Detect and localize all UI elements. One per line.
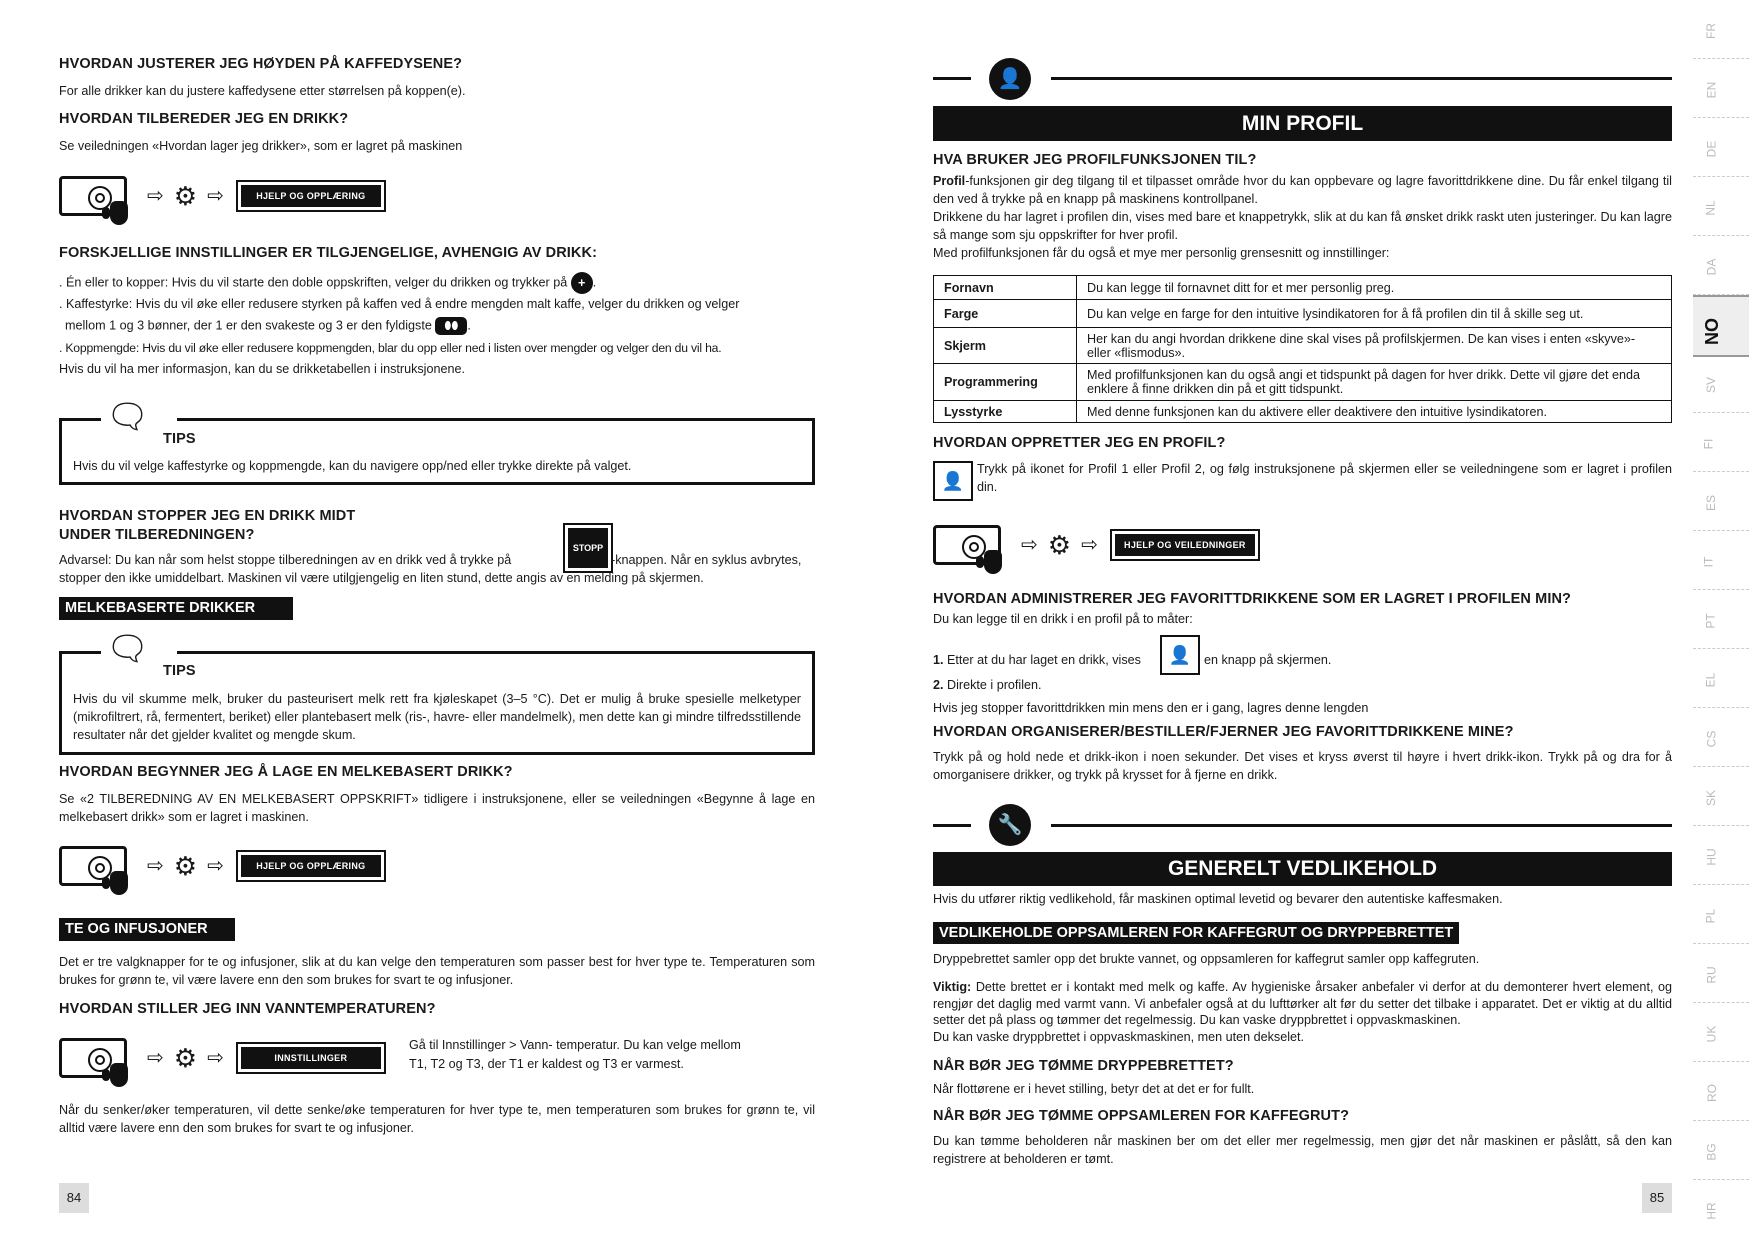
drip-tray-band: VEDLIKEHOLDE OPPSAMLEREN FOR KAFFEGRUT OG DRYPPEBRETTET — [933, 922, 1459, 944]
temperature-side-text: Gå til Innstillinger > Vann- temperatur. Du kan velge mellom T1, T2 og T3, der T1 er kaldest og T3 er varmest. — [409, 1038, 741, 1071]
coffee-beans-icon: ⬮⬮ — [435, 317, 467, 335]
q2-title: HVORDAN TILBEREDER JEG EN DRIKK? — [59, 111, 349, 127]
gear-icon: ⚙ — [173, 851, 198, 881]
lang-tab-bg[interactable]: BG — [1693, 1121, 1749, 1180]
tips-text-2: Hvis du vil skumme melk, bruker du pasteurisert melk rett fra kjøleskapet (3–5 °C). Det er mulig å bruke spesielle melketyper (mikrofiltrert, rå, fermentert, beriket) eller plantebasert melk (ris-, havre- eller mandelmelk), men dette kan gi mindre tilfredsstillende resultater når det gjelder kvalitet og mengde skum. — [73, 692, 801, 742]
profile-icon: 👤 — [933, 461, 973, 501]
table-row: Programmering Med profilfunksjonen kan du også angi et tidspunkt på dagen for hver drikk. Dette vil gjøre det enda enklere å finne drikken din på et gitt tidspunkt. — [934, 364, 1672, 401]
arrow-right-icon: ⇨ — [147, 1047, 164, 1069]
profile-q4-text: Trykk på og hold nede et drikk-ikon i noen sekunder. Det vises et kryss øverst til høyre i hvert drikk-ikon. Trykk på og dra for å omorganisere drikker, og trykk på krysset for å fjerne en drikk. — [933, 750, 1672, 782]
lang-tab-hu[interactable]: HU — [1693, 826, 1749, 885]
profile-band: MIN PROFIL — [933, 106, 1672, 141]
stop-text-1b: -knappen. Når en syklus avbrytes, — [611, 553, 802, 567]
profile-q3-item2: 2. Direkte i profilen. — [933, 678, 1042, 692]
lang-tab-sv[interactable]: SV — [1693, 354, 1749, 413]
lang-tab-de[interactable]: DE — [1693, 118, 1749, 177]
lang-tab-sk[interactable]: SK — [1693, 767, 1749, 826]
tea-text: Det er tre valgknapper for te og infusjoner, slik at du kan velge den temperaturen som passer best for hver type te. Temperaturen som brukes for grønn te, vil være lavere enn den som brukes for svart te og infusjoner. — [59, 955, 815, 987]
help-flow-1 — [59, 176, 382, 216]
settings-flow — [59, 1038, 382, 1078]
drip-tray-text: Dryppebrettet samler opp det brukte vannet, og oppsamleren for kaffegrut samler opp kaffegruten. — [933, 952, 1480, 966]
lang-tab-cs[interactable]: CS — [1693, 708, 1749, 767]
tips-text-1: Hvis du vil velge kaffestyrke og koppmengde, kan du navigere opp/ned eller trykke direkte på valget. — [73, 459, 632, 473]
table-row: Skjerm Her kan du angi hvordan drikkene dine skal vises på profilskjermen. De kan vises i enten «skyve»- eller «flismodus». — [934, 328, 1672, 364]
help-button[interactable]: HJELP OG OPPLÆRING — [240, 184, 382, 208]
milk-section-band: MELKEBASERTE DRIKKER — [59, 597, 293, 620]
milk-question-text: Se «2 TILBEREDNING AV EN MELKEBASERT OPPSKRIFT» tidligere i instruksjonene, eller se veiledningen «Begynne å lage en melkebasert drikk» som er lagret i maskinen. — [59, 792, 815, 824]
help-button[interactable]: HJELP OG OPPLÆRING — [240, 854, 382, 878]
lang-tab-da[interactable]: DA — [1693, 236, 1749, 295]
lang-tab-fi[interactable]: FI — [1693, 413, 1749, 472]
profile-icon-button[interactable] — [933, 461, 973, 501]
important-text: Viktig: Dette brettet er i kontakt med melk og kaffe. Av hygieniske årsaker anbefaler vi derfor at du demonterer hvert element, og rengjør det daglig med varmt vann. Vi anbefaler også at du lufttørker alt før du setter det tilbake i apparatet. Det er viktig at du alltid setter det på plass og tømmer det regelmessig. Du kan vaske dryppbrettet i oppvaskmaskinen. Du kan vaske dryppbrettet i oppvaskmaskinen, men uten dekselet. — [933, 980, 1673, 1044]
profile-q3-item1b: en knapp på skjermen. — [1204, 653, 1332, 667]
empty-drip-text: Når flottørene er i hevet stilling, betyr det at det er for fullt. — [933, 1082, 1255, 1096]
stop-title: HVORDAN STOPPER JEG EN DRIKK MIDT UNDER TILBEREDNINGEN? — [59, 508, 356, 543]
page-number-right: 85 — [1642, 1183, 1672, 1213]
page-number-left: 84 — [59, 1183, 89, 1213]
empty-grounds-title: NÅR BØR JEG TØMME OPPSAMLEREN FOR KAFFEGRUT? — [933, 1108, 1350, 1124]
lang-tab-fr[interactable]: FR — [1693, 0, 1749, 59]
profile-settings-table — [933, 275, 1672, 423]
gear-icon: ⚙ — [1047, 530, 1072, 560]
temperature-text: Når du senker/øker temperaturen, vil dette senke/øke temperaturen for hver type te, men temperaturen som brukes for grønn te, vil alltid være lavere enn den som brukes for svart te og infusjoner. — [59, 1103, 815, 1135]
profile-q3-text: Du kan legge til en drikk i en profil på to måter: — [933, 612, 1193, 626]
touch-screen-icon — [59, 176, 127, 216]
lang-tab-el[interactable]: EL — [1693, 649, 1749, 708]
stop-button[interactable]: STOPP — [567, 527, 609, 569]
bullet-cup-volume: . Koppmengde: Hvis du vil øke eller redusere koppmengden, blar du opp eller ned i listen over mengder og velger den du vil ha. — [59, 341, 722, 355]
bullet-one-two-cups: . Én eller to kopper: Hvis du vil starte den doble oppskriften, velger du drikken og trykker på + . — [59, 272, 815, 294]
q1-text: For alle drikker kan du justere kaffedysene etter størrelsen på koppen(e). — [59, 84, 466, 98]
profile-q2-text: Trykk på ikonet for Profil 1 eller Profil 2, og følg instruksjonene på skjermen eller se veiledningene som er lagret i profilen din. — [977, 462, 1672, 494]
tips-label-2: TIPS — [163, 663, 196, 679]
arrow-right-icon: ⇨ — [1081, 534, 1098, 556]
tips-label-1: TIPS — [163, 431, 196, 447]
lang-tab-ro[interactable]: RO — [1693, 1062, 1749, 1121]
table-row: Fornavn Du kan legge til fornavnet ditt for et mer personlig preg. — [934, 276, 1672, 300]
language-sidebar — [1693, 0, 1749, 1241]
profile-q1-text: Profil-funksjonen gir deg tilgang til et tilpasset område hvor du kan oppbevare og lagre favorittdrikkene dine. Du får enkel tilgang til den ved å trykke på en knapp på maskinens kontrollpanel. Drikkene du har lagret i profilen din, vises med bare et knappetrykk, slik at du kan få ønsket drikk raskt uten justeringer. Du kan lagre så mange som sju oppskrifter for hver profil. Med profilfunksjonen får du også et mye mer personlig grensesnitt og innstillinger: — [933, 174, 1672, 260]
profile-q1-title: HVA BRUKER JEG PROFILFUNKSJONEN TIL? — [933, 152, 1257, 168]
touch-screen-icon — [59, 846, 127, 886]
lang-tab-pl[interactable]: PL — [1693, 885, 1749, 944]
plus-icon: + — [571, 272, 593, 294]
bullet-strength-a: . Kaffestyrke: Hvis du vil øke eller redusere styrken på kaffen ved å endre mengden malt kaffe, velger du drikken og velger — [59, 297, 740, 311]
profile-q3-title: HVORDAN ADMINISTRERER JEG FAVORITTDRIKKENE SOM ER LAGRET I PROFILEN MIN? — [933, 591, 1571, 607]
gear-icon: ⚙ — [173, 1043, 198, 1073]
touch-screen-icon — [59, 1038, 127, 1078]
add-to-profile-button[interactable] — [1160, 635, 1200, 675]
maintenance-band: GENERELT VEDLIKEHOLD — [933, 852, 1672, 886]
bullet-strength-b: mellom 1 og 3 bønner, der 1 er den svakeste og 3 er den fyldigste ⬮⬮ . — [65, 317, 471, 335]
arrow-right-icon: ⇨ — [207, 855, 224, 877]
add-profile-icon: 👤 — [1160, 635, 1200, 675]
stop-text-1a: Advarsel: Du kan når som helst stoppe tilberedningen av en drikk ved å trykke på — [59, 553, 512, 567]
lang-tab-nl[interactable]: NL — [1693, 177, 1749, 236]
touch-screen-icon — [933, 525, 1001, 565]
lang-tab-pt[interactable]: PT — [1693, 590, 1749, 649]
lang-tab-it[interactable]: IT — [1693, 531, 1749, 590]
help-guides-button[interactable]: HJELP OG VEILEDNINGER — [1114, 533, 1256, 557]
lang-tab-en[interactable]: EN — [1693, 59, 1749, 118]
stop-text-2: stopper den ikke umiddelbart. Maskinen vil være utilgjengelig en liten stund, dette angis av en melding på skjermen. — [59, 571, 704, 585]
arrow-right-icon: ⇨ — [1021, 534, 1038, 556]
milk-question-title: HVORDAN BEGYNNER JEG Å LAGE EN MELKEBASERT DRIKK? — [59, 764, 513, 780]
profile-q3-item1: 1. Etter at du har laget en drikk, vises — [933, 653, 1141, 667]
speech-bubble-icon: 🗨 — [106, 630, 150, 668]
q2-text: Se veiledningen «Hvordan lager jeg drikker», som er lagret på maskinen — [59, 139, 463, 153]
tea-section-band: TE OG INFUSJONER — [59, 918, 235, 941]
help-flow-3 — [933, 525, 1256, 565]
arrow-right-icon: ⇨ — [207, 1047, 224, 1069]
lang-tab-uk[interactable]: UK — [1693, 1003, 1749, 1062]
lang-tab-es[interactable]: ES — [1693, 472, 1749, 531]
table-row: Lysstyrke Med denne funksjonen kan du aktivere eller deaktivere den intuitive lysindikatoren. — [934, 401, 1672, 423]
lang-tab-ru[interactable]: RU — [1693, 944, 1749, 1003]
arrow-right-icon: ⇨ — [147, 855, 164, 877]
table-row: Farge Du kan velge en farge for den intuitive lysindikatoren for å få profilen din til å skille seg ut. — [934, 300, 1672, 328]
q1-title: HVORDAN JUSTERER JEG HØYDEN PÅ KAFFEDYSENE? — [59, 56, 463, 72]
bullet-more-info: Hvis du vil ha mer informasjon, kan du se drikketabellen i instruksjonene. — [59, 362, 465, 376]
wrench-icon: 🔧 — [989, 804, 1031, 846]
empty-drip-title: NÅR BØR JEG TØMME DRYPPEBRETTET? — [933, 1058, 1234, 1074]
profile-q2-title: HVORDAN OPPRETTER JEG EN PROFIL? — [933, 435, 1226, 451]
settings-title: FORSKJELLIGE INNSTILLINGER ER TILGJENGELIGE, AVHENGIG AV DRIKK: — [59, 245, 597, 261]
maintenance-text: Hvis du utfører riktig vedlikehold, får maskinen optimal levetid og bevarer den autentiske kaffesmaken. — [933, 892, 1503, 906]
profile-q3-note: Hvis jeg stopper favorittdrikken min mens den er i gang, lagres denne lengden — [933, 701, 1369, 715]
settings-button[interactable]: INNSTILLINGER — [240, 1046, 382, 1070]
temperature-title: HVORDAN STILLER JEG INN VANNTEMPERATUREN? — [59, 1001, 436, 1017]
empty-grounds-text: Du kan tømme beholderen når maskinen ber om det eller mer regelmessig, men gjør det når maskinen er påslått, så den kan registrere at beholderen er tømt. — [933, 1134, 1672, 1166]
lang-tab-hr[interactable]: HR — [1704, 1202, 1719, 1220]
speech-bubble-icon: 🗨 — [106, 398, 150, 436]
lang-tab-no[interactable]: NO — [1693, 295, 1749, 357]
gear-icon: ⚙ — [173, 181, 198, 211]
user-icon: 👤 — [989, 58, 1031, 100]
help-flow-2 — [59, 846, 382, 886]
arrow-right-icon: ⇨ — [147, 185, 164, 207]
arrow-right-icon: ⇨ — [207, 185, 224, 207]
profile-q4-title: HVORDAN ORGANISERER/BESTILLER/FJERNER JEG FAVORITTDRIKKENE MINE? — [933, 724, 1514, 740]
